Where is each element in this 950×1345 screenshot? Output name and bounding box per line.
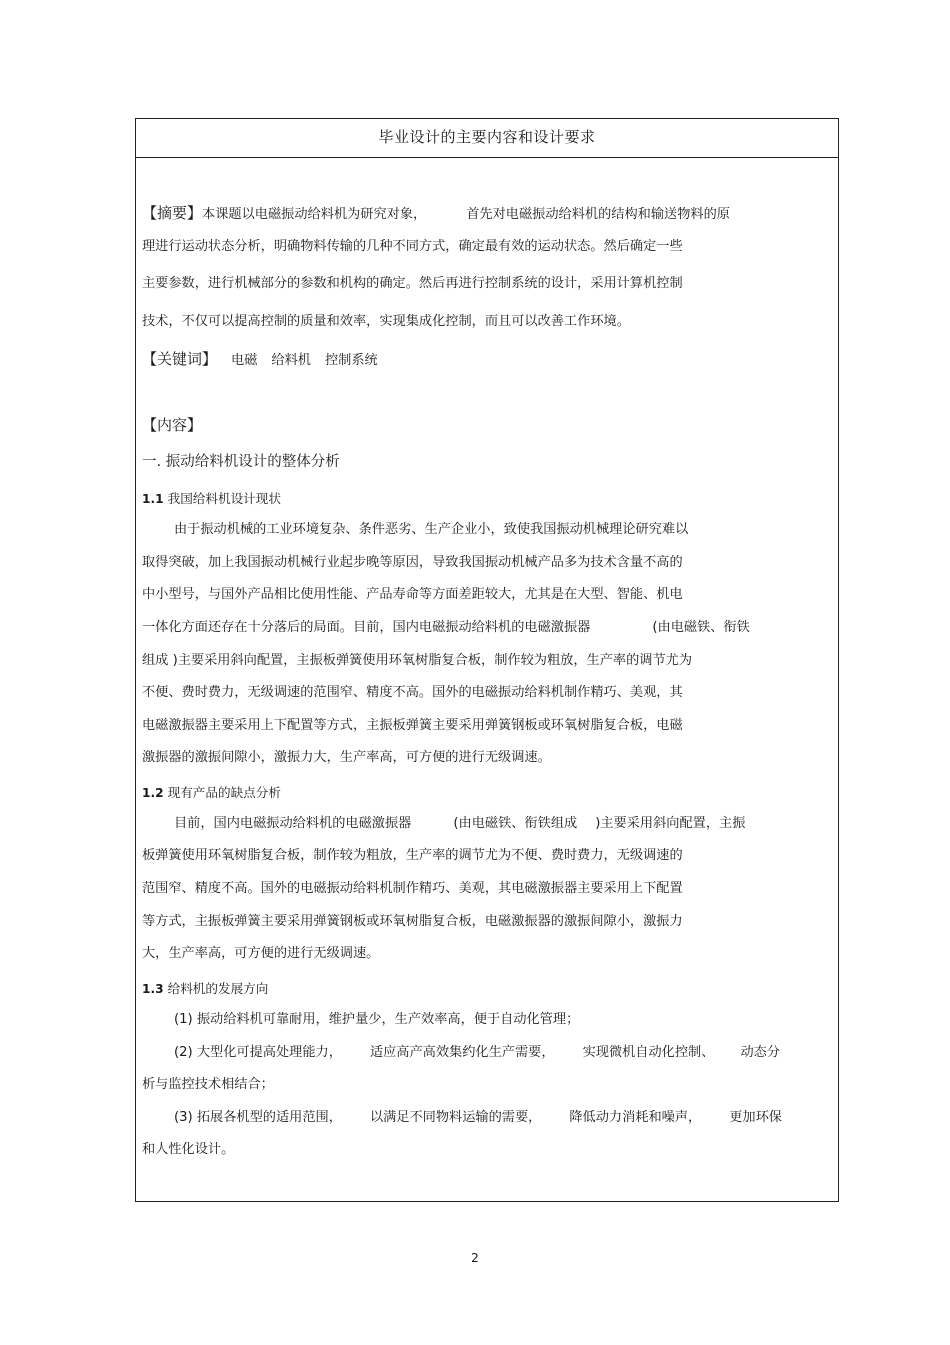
subsection-title-text: 给料机的发展方向 [167, 981, 269, 996]
page-number: 2 [471, 1251, 479, 1265]
paragraph-text: 目前，国内电磁振动给料机的电磁激振器 [174, 816, 412, 831]
abstract-line [142, 203, 730, 225]
abstract-line [142, 312, 630, 332]
subsection-title-text: 现有产品的缺点分析 [167, 785, 281, 800]
paragraph-text: (由电磁铁、衔铁组成 [453, 816, 578, 831]
list-item [174, 1108, 782, 1128]
paragraph-text: 由于振动机械的工业环境复杂、条件恶劣、生产企业小，致使我国振动机械理论研究难以 [174, 522, 689, 537]
paragraph-line [142, 716, 683, 736]
paragraph-line [142, 651, 692, 671]
paragraph-text: (2) 大型化可提高处理能力， [174, 1045, 342, 1060]
subsection-number: 1.3 [142, 982, 164, 996]
paragraph-text: 板弹簧使用环氧树脂复合板，制作较为粗放，生产率的调节尤为不便、费时费力，无级调速的 [142, 848, 683, 863]
subsection-title [142, 489, 281, 509]
paragraph-text: 等方式，主振板弹簧主要采用弹簧钢板或环氧树脂复合板，电磁激振器的激振间隙小，激振力 [142, 914, 683, 929]
paragraph-text: 析与监控技术相结合； [142, 1077, 274, 1092]
paragraph-line [142, 912, 683, 932]
paragraph-line [142, 748, 551, 768]
paragraph-text: 不便、费时费力，无级调速的范围窄、精度不高。国外的电磁振动给料机制作精巧、美观，其 [142, 685, 683, 700]
paragraph-text: 大，生产率高，可方便的进行无级调速。 [142, 946, 380, 961]
section-title: 一. 振动给料机设计的整体分析 [142, 454, 340, 470]
paragraph-text: (由电磁铁、衔铁 [652, 620, 750, 635]
subsection-title [142, 783, 281, 803]
paragraph-line [142, 1140, 234, 1160]
paragraph-line [142, 1075, 274, 1095]
abstract-line [142, 237, 683, 257]
table-header-row [136, 119, 838, 158]
list-item [174, 1010, 579, 1030]
keywords-line [142, 349, 378, 371]
paragraph-text: 组成 )主要采用斜向配置，主振板弹簧使用环氧树脂复合板，制作较为粗放，生产率的调节尤为 [142, 653, 693, 668]
subsection-title-text: 我国给料机设计现状 [167, 491, 281, 506]
paragraph-line [142, 683, 683, 703]
abstract-text: 本课题以电磁振动给料机为研究对象， [202, 207, 427, 222]
abstract-label: 【摘要】 [142, 204, 203, 222]
paragraph-text: 适应高产高效集约化生产需要， [369, 1045, 555, 1060]
paragraph-text: 一体化方面还存在十分落后的局面。目前，国内电磁振动给料机的电磁激振器 [142, 620, 591, 635]
paragraph-text: 和人性化设计。 [142, 1142, 235, 1157]
keyword-item: 控制系统 [324, 353, 378, 368]
paragraph-line [142, 585, 683, 605]
paragraph-text: 实现微机自动化控制、 [582, 1045, 715, 1060]
paragraph-text: 动态分 [740, 1045, 780, 1060]
paragraph-text: 中小型号，与国外产品相比使用性能、产品寿命等方面差距较大，尤其是在大型、智能、机电 [142, 587, 683, 602]
paragraph-text: 取得突破，加上我国振动机械行业起步晚等原因，导致我国振动机械产品多为技术含量不高的 [142, 555, 683, 570]
paragraph-text: 电磁激振器主要采用上下配置等方式，主振板弹簧主要采用弹簧钢板或环氧树脂复合板，电磁 [142, 718, 683, 733]
paragraph-text: 降低动力消耗和噪声， [569, 1110, 702, 1125]
abstract-text: 主要参数，进行机械部分的参数和机构的确定。然后再进行控制系统的设计，采用计算机控制 [142, 276, 683, 291]
keyword-item: 电磁 [231, 353, 258, 368]
paragraph-line [142, 879, 683, 899]
paragraph-line [174, 814, 745, 834]
list-item [174, 1043, 780, 1063]
subsection-title [142, 979, 268, 999]
abstract-line [142, 274, 683, 294]
paragraph-text: (1) 振动给料机可靠耐用，维护量少，生产效率高，便于自动化管理； [174, 1012, 580, 1027]
table-header-title: 毕业设计的主要内容和设计要求 [378, 128, 596, 146]
keyword-item: 给料机 [271, 353, 311, 368]
paragraph-text: 范围窄、精度不高。国外的电磁振动给料机制作精巧、美观，其电磁激振器主要采用上下配置 [142, 881, 683, 896]
paragraph-line [174, 520, 688, 540]
paragraph-line [142, 553, 683, 573]
paragraph-line [142, 618, 750, 638]
abstract-text: 理进行运动状态分析，明确物料传输的几种不同方式，确定最有效的运动状态。然后确定一些 [142, 239, 683, 254]
keywords-label: 【关键词】 [142, 350, 218, 368]
paragraph-text: 更加环保 [729, 1110, 782, 1125]
paragraph-text: 激振器的激振间隙小，激振力大，生产率高，可方便的进行无级调速。 [142, 750, 551, 765]
paragraph-text: (3) 拓展各机型的适用范围， [174, 1110, 342, 1125]
abstract-text: 首先对电磁振动给料机的结构和输送物料的原 [466, 207, 730, 222]
paragraph-line [142, 944, 379, 964]
abstract-text: 技术，不仅可以提高控制的质量和效率，实现集成化控制，而且可以改善工作环境。 [142, 314, 630, 329]
paragraph-line [142, 846, 683, 866]
subsection-number: 1.2 [142, 786, 164, 800]
subsection-number: 1.1 [142, 492, 164, 506]
paragraph-text: )主要采用斜向配置，主振 [595, 816, 746, 831]
content-table [135, 118, 839, 1202]
paragraph-text: 以满足不同物料运输的需要， [369, 1110, 542, 1125]
content-label: 【内容】 [142, 416, 203, 434]
